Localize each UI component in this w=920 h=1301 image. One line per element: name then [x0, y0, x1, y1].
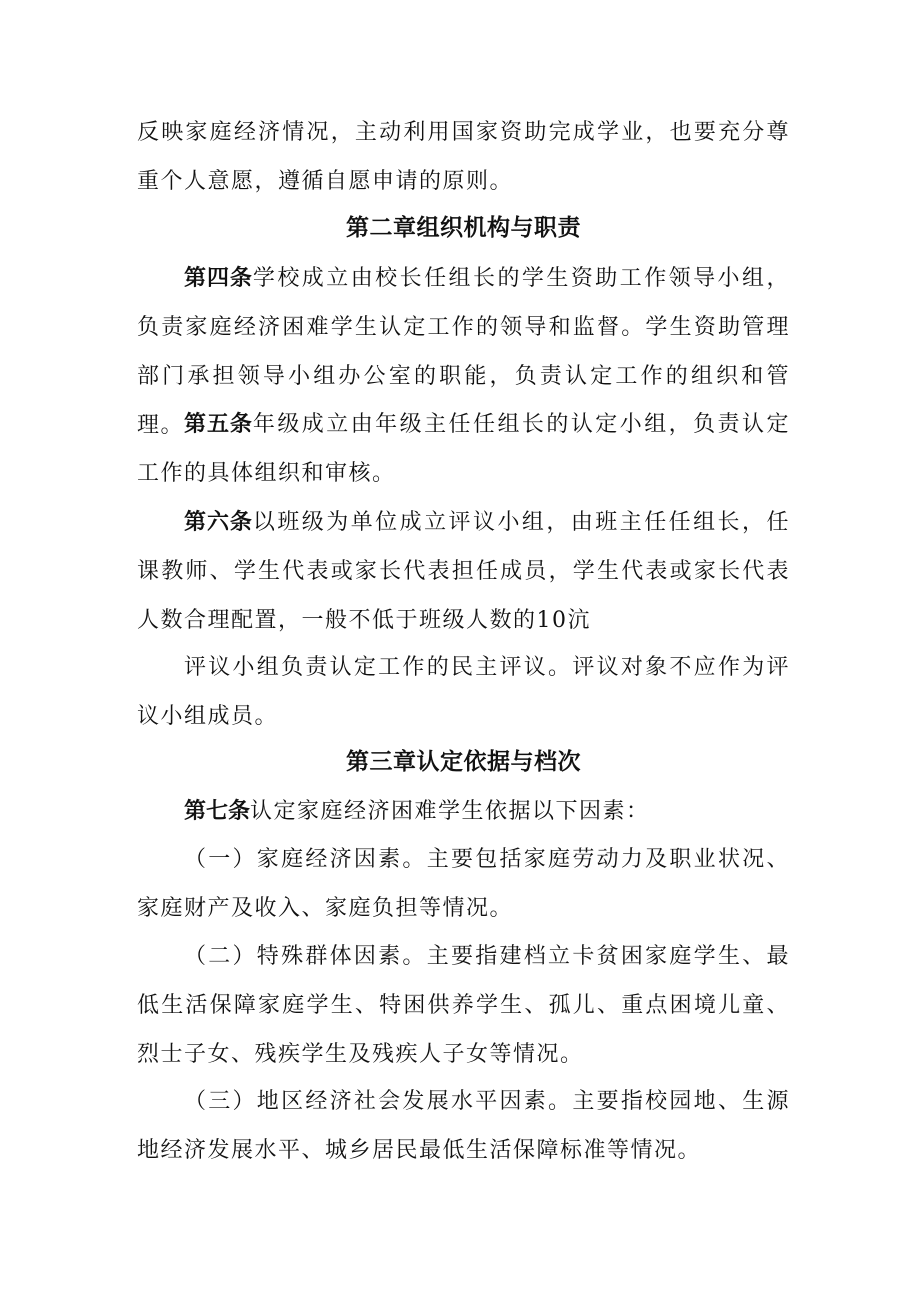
paragraph-review: 评议小组负责认定工作的民主评议。评议对象不应作为评议小组成员。	[137, 655, 790, 729]
article-5	[137, 400, 790, 498]
article-4-number: 第四条	[184, 266, 253, 291]
chapter-heading-2: 第二章组织机构与职责	[346, 215, 581, 241]
article-5-number: 第五条	[184, 412, 253, 437]
factor-item-3: （三）地区经济社会发展水平因素。主要指校园地、生源地经济发展水平、城乡居民最低生活保障标准等情况。	[137, 1089, 790, 1163]
article-7-number: 第七条	[184, 799, 251, 824]
factor-item-1: （一）家庭经济因素。主要包括家庭劳动力及职业状况、家庭财产及收入、家庭负担等情况。	[137, 847, 790, 921]
article-4-text: 学校成立由校长任组长的学生资助工作领导小组，负责家庭经济困难学生认定工作的领导和监督。学生资助管理部门承担领导小组办公室的职能，负责认定工作的组织和管理。	[137, 266, 790, 438]
chapter-heading-3: 第三章认定依据与档次	[346, 749, 581, 775]
factor-item-2: （二）特殊群体因素。主要指建档立卡贫困家庭学生、最低生活保障家庭学生、特困供养学生、孤儿、重点困境儿童、烈士子女、残疾学生及残疾人子女等情况。	[137, 944, 790, 1067]
article-5-text: 年级成立由年级主任任组长的认定小组，负责认定工作的具体组织和审核。	[137, 412, 790, 486]
article-6-number: 第六条	[184, 510, 253, 535]
paragraph-continuation: 反映家庭经济情况，主动利用国家资助完成学业，也要充分尊重个人意愿，遵循自愿申请的原则。	[137, 120, 790, 194]
article-6	[137, 498, 790, 645]
article-6-text: 以班级为单位成立评议小组，由班主任任组长，任课教师、学生代表或家长代表担任成员，学生代表或家长代表人数合理配置，一般不低于班级人数的10沆	[137, 510, 790, 633]
article-7-text: 认定家庭经济困难学生依据以下因素：	[250, 799, 650, 824]
article-7	[137, 787, 790, 836]
